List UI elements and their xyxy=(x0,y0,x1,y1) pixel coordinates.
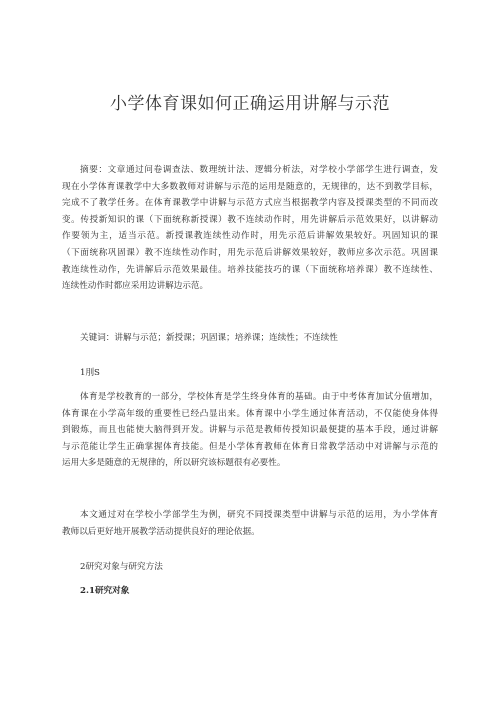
body-line: 本文通过对在学校小学部学生为例，研究不同授课类型中讲解与示范的运用，为小学体育 xyxy=(80,510,438,520)
abstract-line: 现在小学体育课教学中大多数教师对讲解与示范的运用是随意的，无规律的，达不到教学目标， xyxy=(62,181,438,192)
body-line: 教师以后更好地开展教学活动提供良好的理论依据。 xyxy=(62,526,260,537)
section-1-title: 1刖S xyxy=(80,368,100,378)
body-line: 与示范能让学生正确掌握体育技能。但是小学体育教师在体育日常教学活动中对讲解与示范的 xyxy=(62,441,438,452)
abstract-paragraph xyxy=(62,162,438,295)
section-1-paragraph-2 xyxy=(62,507,438,540)
paper-title: 小学体育课如何正确运用讲解与示范 xyxy=(110,94,390,114)
body-line: 体育课在小学高年级的重要性已经凸显出来。体育课中小学生通过体育活动，不仅能使身体得 xyxy=(62,408,438,419)
section-2-title: 2研究对象与研究方法 xyxy=(80,562,163,572)
abstract-line: 完成不了教学任务。在体育课教学中讲解与示范方式应当根据教学内容及授课类型的不同而改 xyxy=(62,198,438,209)
keywords-line: 关键词：讲解与示范；新授课；巩固课；培养课；连续性；不连续性 xyxy=(80,333,338,343)
abstract-line: （下面统称巩固课）教不连续性动作时，用先示范后讲解效果较好，教师应多次示范。巩固课 xyxy=(62,247,438,258)
body-line: 运用大多是随意的无规律的，所以研究该标题很有必要性。 xyxy=(62,458,286,469)
abstract-line: 摘要：文章通过问卷调查法、数理统计法、逻辑分析法，对学校小学部学生进行调查，发 xyxy=(80,165,438,175)
abstract-line: 变。传授新知识的课（下面统称新授课）教不连续动作时，用先讲解后示范效果好，以讲解动 xyxy=(62,214,438,225)
section-2-1-title: 2.1研究对象 xyxy=(80,586,130,596)
abstract-line: 作要领为主，适当示范。新授课教连续性动作时，用先示范后讲解效果较好。巩固知识的课 xyxy=(62,231,438,242)
abstract-line: 教连续性动作，先讲解后示范效果最佳。培养技能技巧的课（下面统称培养课）教不连续性、 xyxy=(62,264,438,275)
section-2-heading xyxy=(62,559,438,576)
abstract-line: 连续性动作时都应采用边讲解边示范。 xyxy=(62,281,209,292)
section-1-paragraph-1 xyxy=(62,389,438,472)
body-line: 到锻炼，而且也能使大脑得到开发。讲解与示范是教师传授知识最便捷的基本手段，通过讲解 xyxy=(62,425,438,436)
section-2-1-heading xyxy=(62,583,438,600)
keywords xyxy=(62,330,438,347)
section-1-heading xyxy=(62,365,438,382)
body-line: 体育是学校教育的一部分，学校体育是学生终身体育的基础。由于中考体育加试分值增加， xyxy=(80,392,438,402)
